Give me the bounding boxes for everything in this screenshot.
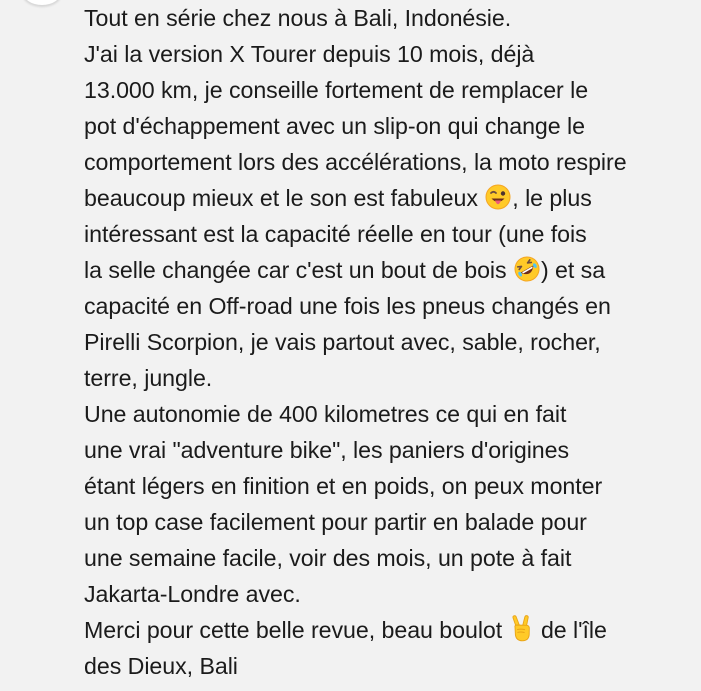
comment-line: Tout en série chez nous à Bali, Indonésie. [84,5,512,31]
rolling-on-floor-laughing-icon [514,256,540,292]
comment-text [84,0,696,684]
comment-line: 13.000 km, je conseille fortement de remplacer le [84,77,589,103]
comment-text-segment: Merci pour cette belle revue, beau boulot [84,617,509,643]
comment-text-segment: ) et sa [540,257,606,283]
comment-line [84,612,696,648]
comment-line: une vrai "adventure bike", les paniers d'origines [84,437,570,463]
comment-line: Une autonomie de 400 kilometres ce qui en fait [84,401,567,427]
comment-line: une semaine facile, voir des mois, un pote à fait [84,545,572,571]
comment-line: Jakarta-Londre avec. [84,581,301,607]
avatar[interactable] [22,0,62,6]
comment-line: un top case facilement pour partir en balade pour [84,509,587,535]
comment-line: étant légers en finition et en poids, on peux monter [84,473,603,499]
comment-line: J'ai la version X Tourer depuis 10 mois, déjà [84,41,535,67]
winking-face-with-tongue-icon [485,184,511,220]
victory-hand-icon [510,615,534,652]
comment-text-segment: , le plus [512,185,592,211]
comment-line: comportement lors des accélérations, la moto respire [84,149,627,175]
comment-line [84,180,696,216]
comment-line: terre, jungle. [84,365,213,391]
comment-line: capacité en Off-road une fois les pneus changés en [84,293,611,319]
comment-line [84,252,696,288]
comment-line: intéressant est la capacité réelle en tour (une fois [84,221,587,247]
comment-text-segment: de l'île [534,617,607,643]
comment-text-segment: la selle changée car c'est un bout de bois [84,257,513,283]
comment-line: pot d'échappement avec un slip-on qui change le [84,113,585,139]
comment-line: des Dieux, Bali [84,653,238,679]
comment-text-segment: beaucoup mieux et le son est fabuleux [84,185,485,211]
comment-line: Pirelli Scorpion, je vais partout avec, sable, rocher, [84,329,601,355]
